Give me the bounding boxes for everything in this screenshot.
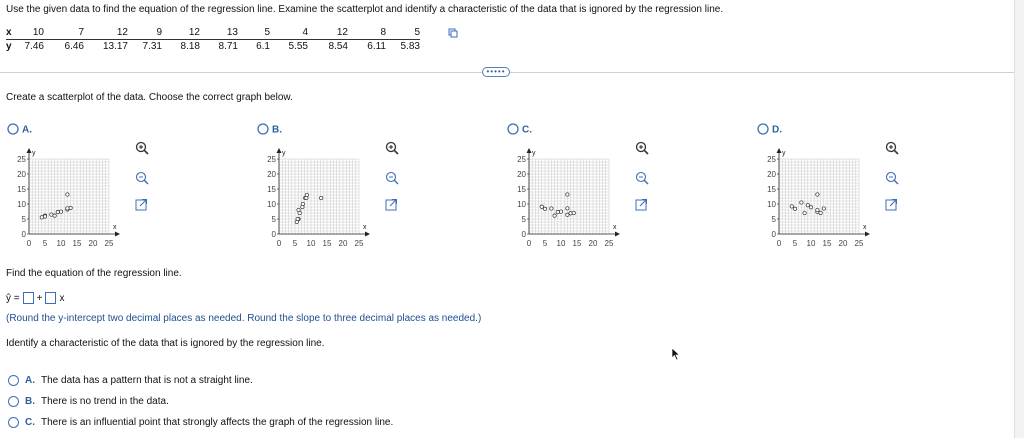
x-tick-label: 25 [104,239,114,248]
zoom-out-icon[interactable] [637,173,649,185]
scatterplot [4,120,164,255]
data-point [559,210,562,213]
x-cell: 7 [44,26,84,40]
radio-button[interactable] [8,417,19,428]
x-variable: x [59,292,65,304]
graph-option-c[interactable] [504,120,664,255]
equation-row [6,292,64,304]
data-point [43,215,46,218]
x-cell: 9 [128,26,162,40]
y-header: y [6,41,12,52]
y-axis-label: y [282,150,286,157]
graph-option-b[interactable] [254,120,414,255]
y-tick-label: 20 [17,170,26,179]
option-letter: D. [772,124,782,136]
slope-input[interactable] [45,292,56,304]
magnifier-handle[interactable] [894,180,898,184]
option-letter: C. [25,417,35,428]
radio-button[interactable] [758,124,768,134]
y-axis-label: y [32,150,36,157]
data-point [301,205,304,208]
y-tick-label: 25 [267,155,276,164]
x-axis-arrow-icon [615,232,620,237]
magnifier-handle[interactable] [394,180,398,184]
x-cell: 10 [20,26,44,40]
y-cell: 6.46 [64,41,84,52]
data-point [319,196,322,199]
radio-button[interactable] [8,396,19,407]
option-letter: A. [22,124,32,136]
y-tick-label: 10 [17,200,26,209]
data-point [790,205,793,208]
y-axis-arrow-icon [527,148,532,153]
magnifier-handle[interactable] [394,150,398,154]
data-point [59,210,62,213]
answer-option-a[interactable] [8,370,393,391]
zoom-in-icon[interactable] [637,143,649,155]
y-tick-label: 0 [521,230,526,239]
data-point [56,210,59,213]
data-point [803,211,806,214]
x-axis-arrow-icon [865,232,870,237]
x-cell: 12 [162,26,200,40]
rounding-note: (Round the y-intercept two decimal places as needed. Round the slope to three decimal places as needed.) [6,313,482,324]
y-tick-label: 15 [767,185,776,194]
characteristic-prompt: Identify a characteristic of the data that is ignored by the regression line. [6,338,325,349]
y-cell: 8.71 [218,41,238,52]
data-point [305,196,308,199]
y-cell: 5.83 [400,41,420,52]
data-point [566,193,569,196]
plot-grid [29,159,109,234]
y-tick-label: 15 [517,185,526,194]
data-point [66,207,69,210]
y-tick-label: 0 [271,230,276,239]
x-axis-label: x [863,224,867,231]
x-tick-label: 15 [822,239,832,248]
y-tick-label: 0 [21,230,26,239]
zoom-in-icon[interactable] [387,143,399,155]
y-tick-label: 10 [767,200,776,209]
y-cell: 7.46 [24,41,44,52]
data-point [66,193,69,196]
data-point [793,207,796,210]
magnifier-handle[interactable] [644,150,648,154]
answer-option-c[interactable] [8,412,393,433]
y-cell: 8.18 [180,41,200,52]
x-tick-label: 20 [88,239,98,248]
plot-grid [779,159,859,234]
y-tick-label: 20 [767,170,776,179]
x-tick-label: 0 [776,239,782,248]
zoom-in-icon[interactable] [137,143,149,155]
intercept-input[interactable] [23,292,34,304]
y-cell: 13.17 [102,41,128,52]
scatterplot [754,120,914,255]
x-tick-label: 5 [292,239,298,248]
x-tick-label: 20 [338,239,348,248]
plot-grid [279,159,359,234]
option-text: The data has a pattern that is not a straight line. [41,375,253,386]
data-point [556,210,559,213]
zoom-out-icon[interactable] [387,173,399,185]
radio-button[interactable] [8,124,18,134]
graph-prompt: Create a scatterplot of the data. Choose the correct graph below. [6,92,293,103]
expand-icon[interactable] [636,200,647,211]
y-tick-label: 10 [517,200,526,209]
y-tick-label: 5 [21,215,26,224]
x-header: x [6,26,20,40]
graph-option-d[interactable] [754,120,914,255]
data-point [809,206,812,209]
x-tick-label: 5 [42,239,48,248]
x-tick-label: 5 [792,239,798,248]
data-point [540,205,543,208]
y-tick-label: 5 [771,215,776,224]
answer-option-b[interactable] [8,391,393,412]
radio-button[interactable] [508,124,518,134]
expand-icon[interactable] [386,200,397,211]
data-point [543,207,546,210]
plot-grid [529,159,609,234]
y-axis-arrow-icon [27,148,32,153]
magnifier-handle[interactable] [644,180,648,184]
x-axis-arrow-icon [115,232,120,237]
answer-list [8,370,393,433]
x-row [6,26,420,40]
y-tick-label: 25 [767,155,776,164]
y-tick-label: 15 [267,185,276,194]
data-point [572,211,575,214]
x-tick-label: 25 [854,239,864,248]
mouse-cursor-icon [671,347,681,361]
y-tick-label: 10 [267,200,276,209]
y-row [6,40,420,54]
data-point [297,208,300,211]
data-point [819,211,822,214]
y-cell: 5.55 [288,41,308,52]
x-tick-label: 5 [542,239,548,248]
x-cell: 5 [386,26,420,40]
y-tick-label: 25 [17,155,26,164]
option-text: There is an influential point that strongly affects the graph of the regression line. [41,417,394,428]
scatterplot [254,120,414,255]
y-cell: 7.31 [142,41,162,52]
x-axis-arrow-icon [365,232,370,237]
y-cell: 6.1 [256,41,270,52]
option-letter: B. [272,124,282,136]
y-tick-label: 25 [517,155,526,164]
x-tick-label: 20 [838,239,848,248]
magnifier-handle[interactable] [894,150,898,154]
scrollbar[interactable] [1014,0,1024,438]
plus-sign: + [36,292,43,304]
x-tick-label: 25 [354,239,364,248]
y-tick-label: 20 [267,170,276,179]
expand-more-button[interactable]: ••••• [482,67,510,77]
x-axis-label: x [113,224,117,231]
magnifier-handle[interactable] [144,180,148,184]
magnifier-handle[interactable] [144,150,148,154]
question-text: Use the given data to find the equation of the regression line. Examine the scatterplot and identify a characteristic of the data that is ignored by the regression line. [6,4,724,15]
y-cell: 8.54 [328,41,348,52]
data-point [822,207,825,210]
expand-icon[interactable] [886,200,897,211]
data-point [566,207,569,210]
option-letter: B. [25,396,35,407]
data-table [6,26,420,53]
y-axis-arrow-icon [277,148,282,153]
copy-table-icon[interactable] [448,28,458,38]
y-cell: 6.11 [367,41,386,52]
radio-button[interactable] [8,375,19,386]
data-point [816,193,819,196]
x-tick-label: 15 [572,239,582,248]
y-axis-label: y [532,150,536,157]
x-axis-label: x [613,224,617,231]
data-point [553,214,556,217]
y-hat-label: ŷ = [6,292,20,304]
x-tick-label: 15 [322,239,332,248]
data-point [53,214,56,217]
data-point [816,208,819,211]
x-cell: 4 [270,26,308,40]
x-tick-label: 0 [526,239,532,248]
x-tick-label: 15 [72,239,82,248]
option-text: There is no trend in the data. [41,396,169,407]
radio-button[interactable] [258,124,268,134]
x-tick-label: 10 [56,239,66,248]
y-tick-label: 5 [271,215,276,224]
x-cell: 5 [238,26,270,40]
y-tick-label: 0 [771,230,776,239]
x-tick-label: 10 [806,239,816,248]
data-point [296,217,299,220]
x-tick-label: 25 [604,239,614,248]
x-tick-label: 10 [556,239,566,248]
equation-prompt: Find the equation of the regression line. [6,268,182,279]
graph-option-a[interactable] [4,120,164,255]
x-cell: 12 [84,26,128,40]
data-point [806,204,809,207]
data-point [550,207,553,210]
expand-icon[interactable] [136,200,147,211]
y-tick-label: 20 [517,170,526,179]
x-tick-label: 0 [26,239,32,248]
x-tick-label: 0 [276,239,282,248]
scatterplot [504,120,664,255]
zoom-out-icon[interactable] [137,173,149,185]
x-tick-label: 10 [306,239,316,248]
data-point [69,206,72,209]
data-point [800,201,803,204]
y-axis-label: y [782,150,786,157]
option-letter: C. [522,124,532,136]
x-axis-label: x [363,224,367,231]
y-axis-arrow-icon [777,148,782,153]
x-tick-label: 20 [588,239,598,248]
y-tick-label: 15 [17,185,26,194]
x-cell: 8 [348,26,386,40]
x-cell: 12 [308,26,348,40]
y-tick-label: 5 [521,215,526,224]
zoom-in-icon[interactable] [887,143,899,155]
x-cell: 13 [200,26,238,40]
zoom-out-icon[interactable] [887,173,899,185]
option-letter: A. [25,375,35,386]
